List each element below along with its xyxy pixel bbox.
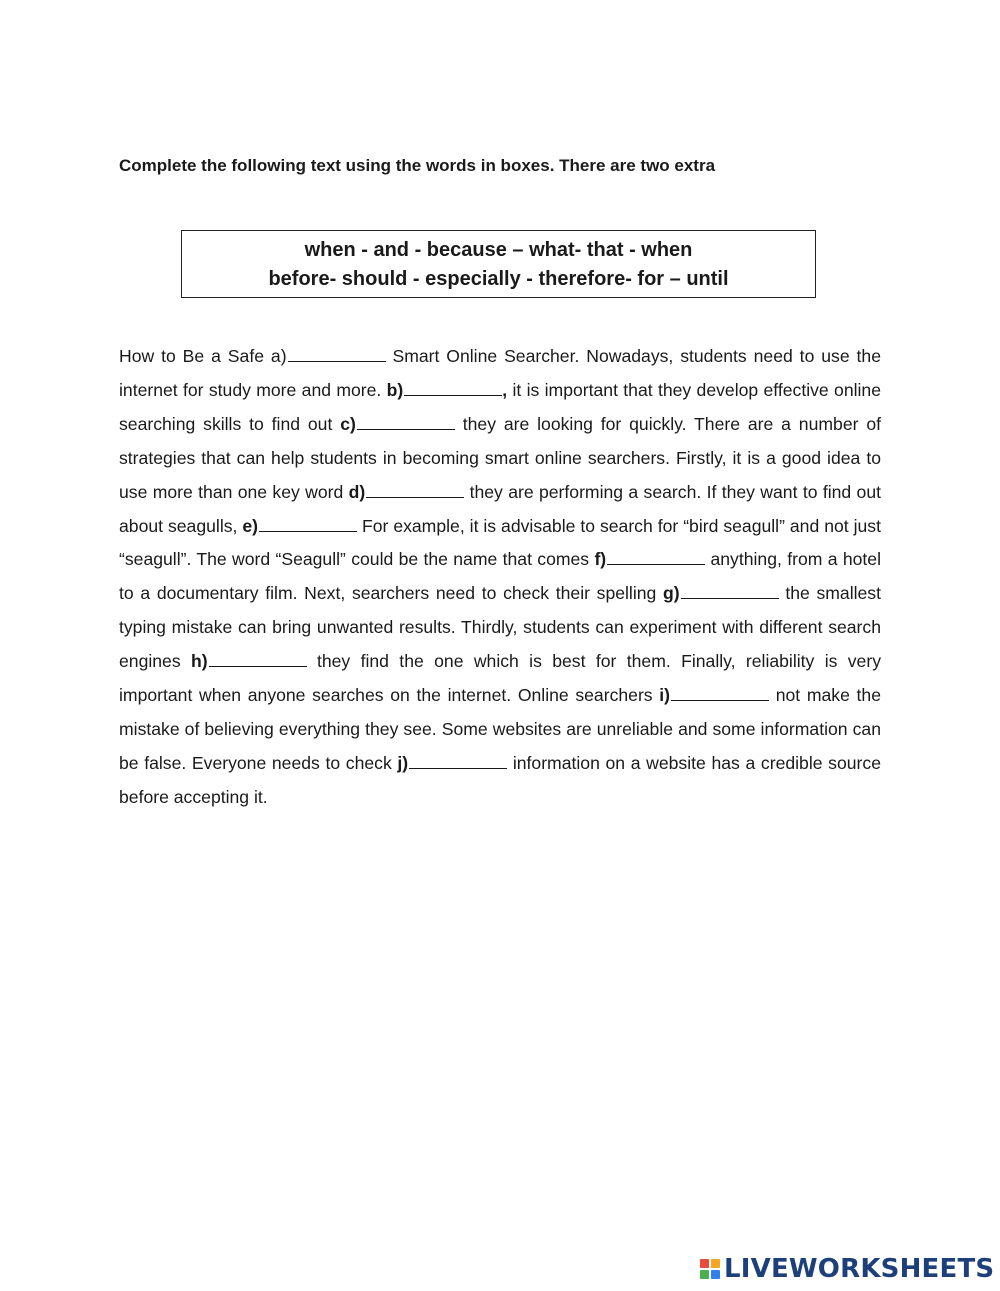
- blank-e[interactable]: [242, 510, 357, 544]
- passage-segment: information on a website has a credible source before accepting it.: [119, 752, 881, 807]
- instruction-text: Complete the following text using the words in boxes. There are two extra: [119, 156, 716, 175]
- passage-segment: the smallest typing mistake can bring unwanted results. Thirdly, students can experiment with different search engines: [119, 583, 881, 672]
- blank-label: c): [340, 413, 356, 434]
- blank-label: h): [191, 651, 208, 672]
- liveworksheets-logo: [700, 1254, 994, 1284]
- blank-label: j): [397, 752, 409, 773]
- passage-segment: Smart Online Searcher. Nowadays, students need to use the internet for study more and more.: [119, 346, 881, 400]
- logo-square-icon: [700, 1259, 709, 1268]
- blank-c[interactable]: [340, 408, 455, 442]
- passage-text: [119, 340, 881, 815]
- blank-g[interactable]: [663, 577, 779, 611]
- liveworksheets-icon: [700, 1259, 720, 1279]
- passage-segment: they are looking for quickly. There are a number of strategies that can help students in becoming smart online searchers. Firstly, it is a good idea to use more than one key word: [119, 413, 881, 502]
- blank-label: g): [663, 583, 680, 604]
- blank-b[interactable]: [387, 374, 503, 408]
- blank-line[interactable]: [681, 584, 779, 599]
- blank-label: f): [594, 549, 607, 570]
- blank-h[interactable]: [191, 645, 307, 679]
- blank-label: a): [270, 346, 287, 366]
- passage-segment: they find the one which is best for them. Finally, reliability is very important when anyone searches on the internet. Online searchers: [119, 651, 881, 706]
- brand-name: LIVEWORKSHEETS: [724, 1254, 995, 1284]
- blank-f[interactable]: [594, 543, 705, 577]
- blank-d[interactable]: [349, 476, 465, 510]
- blank-label: e): [242, 515, 259, 536]
- blank-line[interactable]: [259, 517, 357, 532]
- blank-a[interactable]: [271, 340, 386, 374]
- logo-square-icon: [711, 1259, 720, 1268]
- blank-label: d): [348, 481, 366, 502]
- word-bank-line-1: when - and - because – what- that - when: [304, 239, 693, 261]
- blank-line[interactable]: [671, 686, 769, 701]
- blank-line[interactable]: [366, 483, 464, 498]
- blank-line[interactable]: [288, 347, 386, 362]
- word-bank-box: [181, 230, 816, 298]
- passage-segment: How to Be a Safe: [119, 346, 271, 366]
- passage-segment: they are performing a search. If they want to find out about seagulls,: [119, 481, 882, 536]
- blank-j[interactable]: [397, 747, 507, 781]
- blank-line[interactable]: [409, 754, 507, 769]
- word-bank-line-2: before- should - especially - therefore- for – until: [268, 268, 729, 290]
- blank-line[interactable]: [607, 550, 705, 565]
- passage-segment: it is important that they develop effective online searching skills to find out: [119, 379, 881, 434]
- logo-square-icon: [700, 1270, 709, 1279]
- logo-square-icon: [711, 1270, 720, 1279]
- passage-segment: For example, it is advisable to search for “bird seagull” and not just “seagull”. The word “Seagull” could be the name that comes: [119, 515, 881, 570]
- bold-comma: ,: [502, 379, 508, 400]
- blank-i[interactable]: [659, 679, 769, 713]
- blank-line[interactable]: [404, 381, 502, 396]
- blank-line[interactable]: [209, 652, 307, 667]
- passage-segment: anything, from a hotel to a documentary film. Next, searchers need to check their spelling: [119, 549, 881, 604]
- passage-segment: not make the mistake of believing everything they see. Some websites are unreliable and some information can be false. Everyone needs to check: [119, 685, 881, 773]
- blank-label: i): [659, 685, 671, 706]
- blank-label: b): [386, 379, 404, 400]
- blank-line[interactable]: [357, 415, 455, 430]
